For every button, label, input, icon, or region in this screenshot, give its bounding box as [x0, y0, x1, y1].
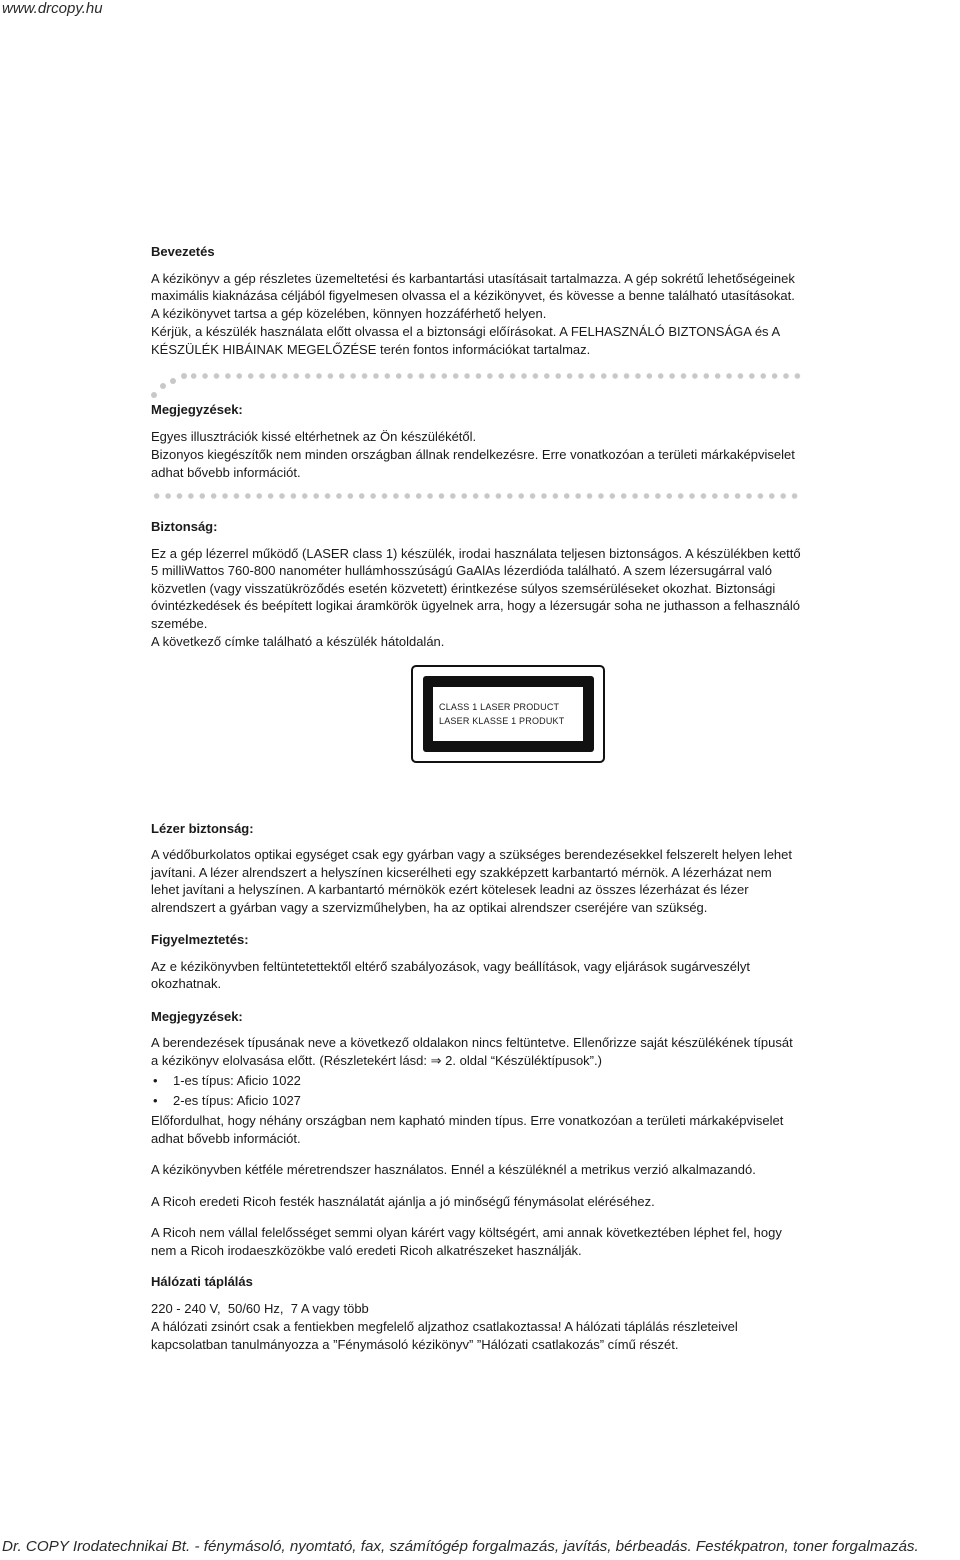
laser-label-area [151, 665, 801, 763]
notes2-paragraph-1: A berendezések típusának neve a következő oldalakon nincs feltüntetve. Ellenőrizze saját készülékének típusát a kézikönyv elolvasása előtt. (Részletekért lásd: ⇒ 2. oldal “Készüléktípusok”.) [151, 1035, 793, 1068]
list-item: • 2-es típus: Aficio 1027 [151, 1092, 801, 1110]
divider-dot-row [188, 373, 801, 379]
divider-dot [181, 373, 187, 379]
divider-dot [160, 383, 166, 389]
type-list [151, 1072, 801, 1109]
power-paragraph: A hálózati zsinórt csak a fentiekben megfelelő aljzathoz csatlakoztassa! A hálózati táplálás részleteivel kapcsolatban tanulmányozza a ”Fénymásoló kézikönyv” ”Hálózati csatlakozás” című részét. [151, 1319, 738, 1352]
divider-dot [151, 392, 157, 398]
notes-paragraph-1: Egyes illusztrációk kissé eltérhetnek az Ön készülékétől. [151, 428, 477, 444]
laser-class-label [411, 665, 605, 763]
watermark-site: www.drcopy.hu [2, 0, 103, 17]
laser-safety-paragraph: A védőburkolatos optikai egységet csak egy gyárban vagy a szükséges berendezésekkel felszerelt helyen lehet javítani. A lézer alrendszert a helyszínen kicserélheti egy szakképzett karbantartó mérnök. A lézerházat nem lehet javítani a helyszínen. A karbantartó mérnökök ezért kötelesek leadni az összes lézerházat és lézer alrendszert a gyárban vagy a szervizműhelyben, ha az optikai alrendszer cseréjére van szükség. [151, 847, 792, 915]
watermark-footer: Dr. COPY Irodatechnikai Bt. - fénymásoló, nyomtató, fax, számítógép forgalmazás, javítás, bérbeadás. Festékpatron, toner forgalmazás. [2, 1538, 919, 1555]
dotted-divider-top [151, 373, 801, 403]
laser-label-line-2: LASER KLASSE 1 PRODUKT [439, 715, 565, 726]
document-body [151, 243, 801, 1354]
section-heading-laser-safety: Lézer biztonság: [151, 820, 254, 836]
divider-dot [170, 378, 176, 384]
safety-paragraph-1: Ez a gép lézerrel működő (LASER class 1) készülék, irodai használata teljesen biztonságos. A készülékben kettő 5 milliWattos 760-800 nanométer hullámhosszúságú GaAlAs lézerdióda található. A szem lézersugárral való közvetlen (vagy visszatükröződés esetén közvetett) érintkezése súlyos szemsérüléseket okozhat. Biztonsági óvintézkedések és beépített logikai áramkörök ügyelnek arra, hogy a lézersugár soha ne juthasson a felhasználó szemébe. [151, 545, 801, 631]
arrow-icon: ⇒ [430, 1052, 442, 1068]
notes2-paragraph-4: A Ricoh eredeti Ricoh festék használatát ajánlja a jó minőségű fénymásolat eléréséhez. [151, 1193, 655, 1209]
list-item: • 1-es típus: Aficio 1022 [151, 1072, 801, 1090]
section-heading-warning: Figyelmeztetés: [151, 932, 249, 947]
section-heading-notes: Megjegyzések: [151, 402, 243, 417]
intro-paragraph-2: Kérjük, a készülék használata előtt olvassa el a biztonsági előírásokat. A FELHASZNÁLÓ BIZTONSÁGA és A KÉSZÜLÉK HIBÁINAK MEGELŐZÉSE terén fontos információkat tartalmaz. [151, 324, 780, 357]
section-heading-power: Hálózati táplálás [151, 1274, 253, 1289]
dotted-divider-bottom [151, 493, 801, 499]
notes2-paragraph-5: A Ricoh nem vállal felelősséget semmi olyan kárért vagy költségért, ami annak következtében léphet fel, hogy nem a Ricoh irodaeszközökbe való eredeti Ricoh alkatrészeket használják. [151, 1225, 782, 1258]
section-heading-safety: Biztonság: [151, 519, 218, 534]
laser-label-line-1: CLASS 1 LASER PRODUCT [439, 701, 560, 712]
power-spec: 220 - 240 V, 50/60 Hz, 7 A vagy több [151, 1300, 369, 1316]
intro-paragraph-1: A kézikönyv a gép részletes üzemeltetési és karbantartási utasításait tartalmazza. A gép sokrétű lehetőségeinek maximális kiaknázása céljából figyelmesen olvassa el a kézikönyvet, és kövesse a benne található utasításokat. A kézikönyvet tartsa a gép közelében, könnyen hozzáférhető helyen. [151, 270, 795, 321]
section-heading-intro: Bevezetés [151, 244, 215, 259]
notes2-paragraph-2: Előfordulhat, hogy néhány országban nem kapható minden típus. Erre vonatkozóan a területi márkaképviselet adhat bővebb információt. [151, 1113, 784, 1146]
safety-paragraph-2: A következő címke található a készülék hátoldalán. [151, 634, 445, 649]
notes-paragraph-2: Bizonyos kiegészítők nem minden országban állnak rendelkezésre. Erre vonatkozóan a területi márkaképviselet adhat bővebb információt. [151, 447, 795, 480]
section-heading-notes-2: Megjegyzések: [151, 1008, 243, 1024]
warning-paragraph: Az e kézikönyvben feltüntetettektől eltérő szabályozások, vagy beállítások, vagy eljárások sugárveszélyt okozhatnak. [151, 958, 751, 991]
notes2-paragraph-3: A kézikönyvben kétféle méretrendszer használatos. Ennél a készüléknél a metrikus verzió alkalmazandó. [151, 1162, 756, 1177]
